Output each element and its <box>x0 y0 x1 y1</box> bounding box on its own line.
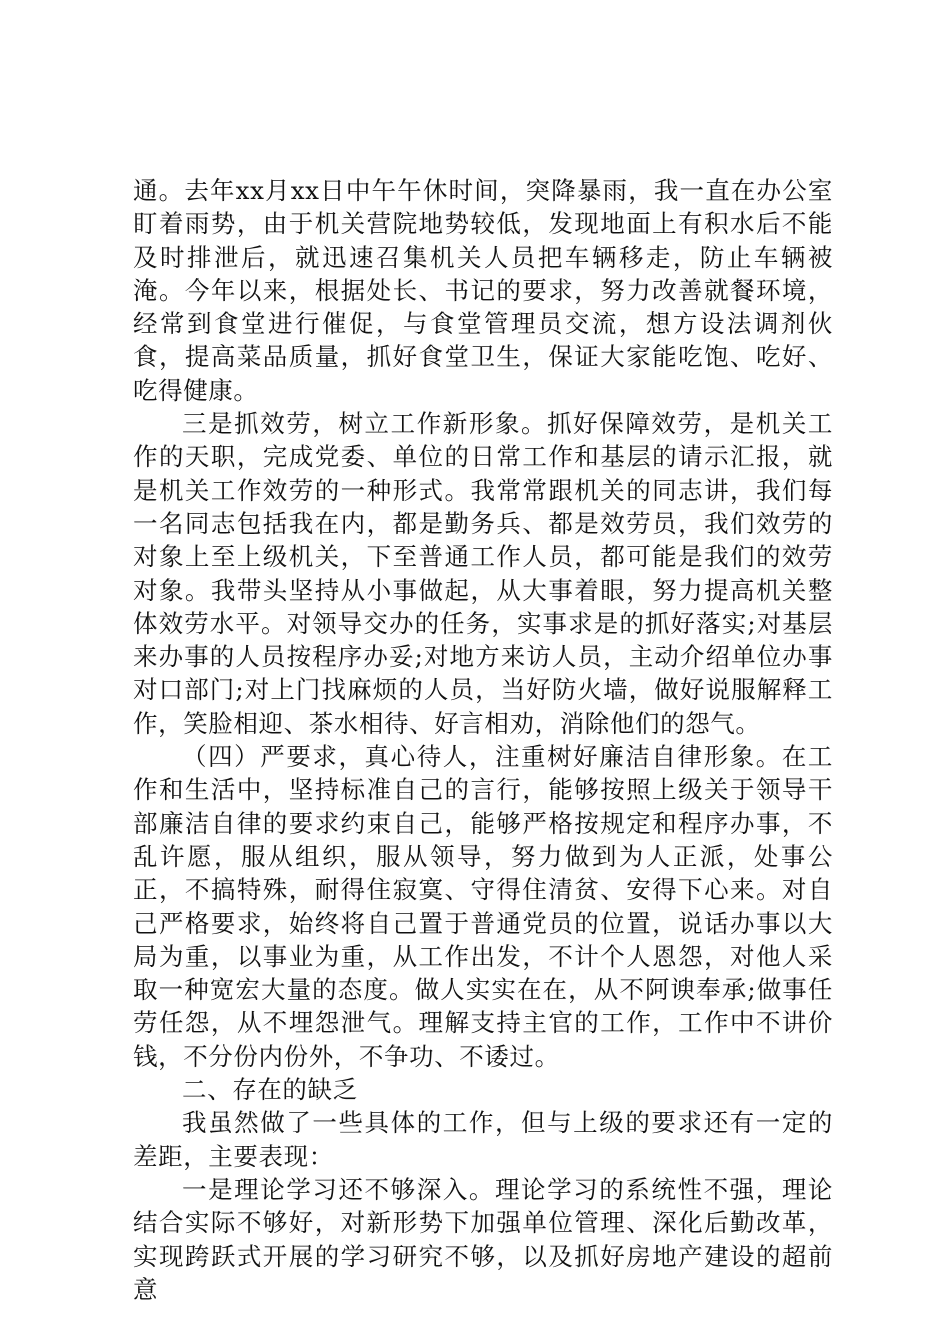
section-heading-shortcomings: 二、存在的缺乏 <box>182 1075 358 1105</box>
paragraph-service-image: 三是抓效劳，树立工作新形象。抓好保障效劳，是机关工作的天职，完成党委、单位的日常工作和基层的请示汇报，就是机关工作效劳的一种形式。我常常跟机关的同志讲，我们每一名同志包括我在内，都是勤务兵、都是效劳员，我们效劳的对象上至上级机关，下至普通工作人员，都可能是我们的效劳对象。我带头坚持从小事做起，从大事着眼，努力提高机关整体效劳水平。对领导交办的任务，实事求是的抓好落实;对基层来办事的人员按程序办妥;对地方来访人员，主动介绍单位办事对口部门;对上门找麻烦的人员，当好防火墙，做好说服解释工作，笑脸相迎、茶水相待、好言相劝，消除他们的怨气。 <box>133 409 833 738</box>
paragraph-dining-management: 通。去年xx月xx日中午午休时间，突降暴雨，我一直在办公室盯着雨势，由于机关营院地势较低，发现地面上有积水后不能及时排泄后，就迅速召集机关人员把车辆移走，防止车辆被淹。今年以来，根据处长、书记的要求，努力改善就餐环境，经常到食堂进行催促，与食堂管理员交流，想方设法调剂伙食，提高菜品质量，抓好食堂卫生，保证大家能吃饱、吃好、吃得健康。 <box>133 176 833 405</box>
paragraph-integrity-self-discipline: （四）严要求，真心待人，注重树好廉洁自律形象。在工作和生活中，坚持标准自己的言行，能够按照上级关于领导干部廉洁自律的要求约束自己，能够严格按规定和程序办事，不乱许愿，服从组织，服从领导，努力做到为人正派，处事公正，不搞特殊，耐得住寂寞、守得住清贫、安得下心来。对自己严格要求，始终将自己置于普通党员的位置，说话办事以大局为重，以事业为重，从工作出发，不计个人恩怨，对他人采取一种宽宏大量的态度。做人实实在在，从不阿谀奉承;做事任劳任怨，从不埋怨泄气。理解支持主官的工作，工作中不讲价钱，不分份内份外，不争功、不诿过。 <box>133 742 833 1071</box>
document-page <box>133 174 833 1306</box>
paragraph-theory-study: 一是理论学习还不够深入。理论学习的系统性不强，理论结合实际不够好，对新形势下加强单位管理、深化后勤改革，实现跨跃式开展的学习研究不够，以及抓好房地产建设的超前意 <box>133 1174 833 1304</box>
paragraph-shortcomings-intro: 我虽然做了一些具体的工作，但与上级的要求还有一定的差距，主要表现： <box>133 1108 833 1171</box>
